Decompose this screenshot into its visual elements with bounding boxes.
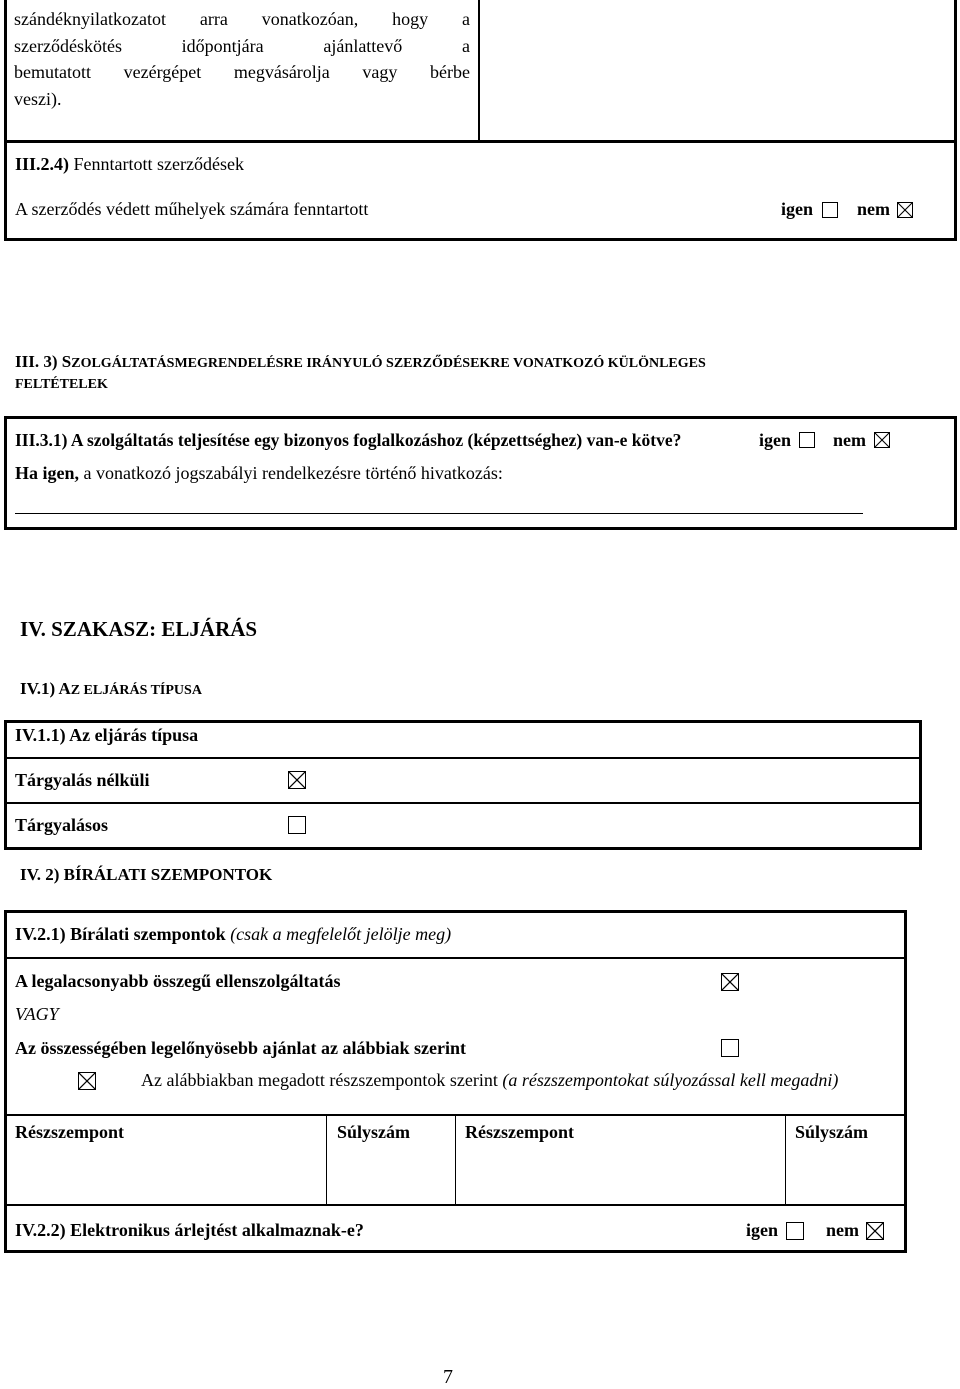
subcriteria-checkbox[interactable] bbox=[78, 1072, 96, 1090]
procedure-type-divider-2 bbox=[4, 802, 922, 804]
cross-mark-icon bbox=[289, 772, 305, 788]
reserved-text: A szerződés védett műhelyek számára fenntartott bbox=[15, 199, 369, 219]
cross-mark-icon bbox=[722, 974, 738, 990]
section4-sub2-heading bbox=[20, 864, 272, 885]
auction-no-checkbox[interactable] bbox=[866, 1222, 884, 1240]
subcriteria-note: (a részszempontokat súlyozással kell megadni) bbox=[497, 1070, 839, 1090]
top-cell-text bbox=[14, 6, 470, 112]
top-line-2: szerződéskötés időpontjára ajánlattevő a bbox=[14, 35, 470, 56]
table-header-weight-1: Súlyszám bbox=[337, 1122, 411, 1142]
procedure-option-checkbox-2[interactable] bbox=[288, 816, 306, 834]
qualification-question-text: A szolgáltatás teljesítése egy bizonyos foglalkozáshoz (képzettséghez) van-e kötve? bbox=[70, 430, 682, 450]
procedure-option-label-2: Tárgyalásos bbox=[15, 815, 109, 835]
auction-yes-checkbox[interactable] bbox=[786, 1222, 804, 1240]
procedure-type-divider-1 bbox=[4, 757, 922, 759]
section4-sub1-initial: A bbox=[58, 679, 71, 698]
page-number: 7 bbox=[443, 1366, 453, 1388]
lowest-price-label: A legalacsonyabb összegű ellenszolgáltatás bbox=[15, 971, 341, 991]
section4-sub1-heading bbox=[20, 678, 202, 699]
section3-heading-initial: S bbox=[61, 352, 72, 371]
qualification-reference-text: a vonatkozó jogszabályi rendelkezésre történő hivatkozás: bbox=[79, 463, 503, 483]
table-header-weight-2: Súlyszám bbox=[795, 1122, 869, 1142]
criteria-col-3 bbox=[785, 1116, 786, 1204]
procedure-type-heading: IV.1.1) Az eljárás típusa bbox=[15, 725, 199, 745]
section4-sub2-rest: ÍRÁLATI SZEMPONTOK bbox=[74, 865, 273, 884]
reserved-yes-checkbox[interactable] bbox=[822, 202, 838, 218]
subcriteria-line bbox=[141, 1070, 838, 1091]
qualification-question bbox=[15, 430, 681, 451]
reserved-yes-label: igen bbox=[781, 199, 814, 219]
qualification-reference-bold: Ha igen, bbox=[15, 463, 80, 483]
qualification-no-label: nem bbox=[833, 430, 866, 450]
qualification-reference-field[interactable] bbox=[15, 513, 863, 514]
section4-title: IV. SZAKASZ: ELJÁRÁS bbox=[20, 617, 258, 641]
auction-question: IV.2.2) Elektronikus árlejtést alkalmaznak-e? bbox=[15, 1220, 364, 1240]
section4-sub1-rest: Z ELJÁRÁS TÍPUSA bbox=[70, 683, 202, 698]
section3-heading-rest: ZOLGÁLTATÁSMEGRENDELÉSRE IRÁNYULÓ SZERZŐDÉSEKRE VONATKOZÓ KÜLÖNLEGES bbox=[71, 356, 706, 371]
auction-yes-label: igen bbox=[746, 1220, 779, 1240]
criteria-heading-text: IV.2.1) Bírálati szempontok bbox=[15, 924, 226, 944]
criteria-heading bbox=[15, 924, 451, 945]
top-line-3: bemutatott vezérgépet megvásárolja vagy bérbe bbox=[14, 62, 470, 82]
criteria-col-2 bbox=[455, 1116, 456, 1204]
section4-sub2-num: IV. 2) bbox=[20, 865, 64, 884]
qualification-question-num: III.3.1) bbox=[15, 430, 71, 450]
criteria-divider-1 bbox=[4, 957, 907, 959]
criteria-divider-3 bbox=[4, 1204, 907, 1206]
section4-sub1-num: IV.1) bbox=[20, 679, 59, 698]
section4-sub2-initial: B bbox=[63, 865, 75, 884]
cross-mark-icon bbox=[898, 203, 912, 217]
section3-heading-num: III. 3) bbox=[15, 352, 62, 371]
top-table-divider bbox=[478, 0, 480, 143]
top-line-4: veszi). bbox=[14, 88, 62, 109]
procedure-option-label-1: Tárgyalás nélküli bbox=[15, 770, 150, 790]
criteria-heading-note: (csak a megfelelőt jelölje meg) bbox=[225, 924, 452, 944]
subcriteria-text: Az alábbiakban megadott részszempontok szerint bbox=[141, 1070, 498, 1090]
cross-mark-icon bbox=[875, 433, 889, 447]
reserved-no-checkbox[interactable] bbox=[897, 202, 913, 218]
reserved-heading-num: III.2.4) bbox=[15, 154, 74, 174]
section3-heading-line2: FELTÉTELEK bbox=[15, 377, 108, 392]
criteria-col-1 bbox=[326, 1116, 327, 1204]
top-line-1: szándéknyilatkozatot arra vonatkozóan, hogy a bbox=[14, 9, 470, 29]
qualification-yes-label: igen bbox=[759, 430, 792, 450]
cross-mark-icon bbox=[79, 1073, 95, 1089]
procedure-option-checkbox-1[interactable] bbox=[288, 771, 306, 789]
reserved-heading-text: Fenntartott szerződések bbox=[73, 154, 244, 174]
qualification-yes-checkbox[interactable] bbox=[799, 432, 815, 448]
qualification-reference bbox=[15, 463, 503, 484]
qualification-no-checkbox[interactable] bbox=[874, 432, 890, 448]
lowest-price-checkbox[interactable] bbox=[721, 973, 739, 991]
cross-mark-icon bbox=[867, 1223, 883, 1239]
auction-no-label: nem bbox=[826, 1220, 859, 1240]
best-value-checkbox[interactable] bbox=[721, 1039, 739, 1057]
section3-heading bbox=[15, 351, 706, 372]
best-value-label: Az összességében legelőnyösebb ajánlat az alábbiak szerint bbox=[15, 1038, 466, 1058]
or-label: VAGY bbox=[15, 1004, 59, 1024]
table-header-subcriterion-1: Részszempont bbox=[15, 1122, 124, 1142]
reserved-heading bbox=[15, 154, 244, 175]
reserved-no-label: nem bbox=[857, 199, 890, 219]
table-header-subcriterion-2: Részszempont bbox=[465, 1122, 574, 1142]
